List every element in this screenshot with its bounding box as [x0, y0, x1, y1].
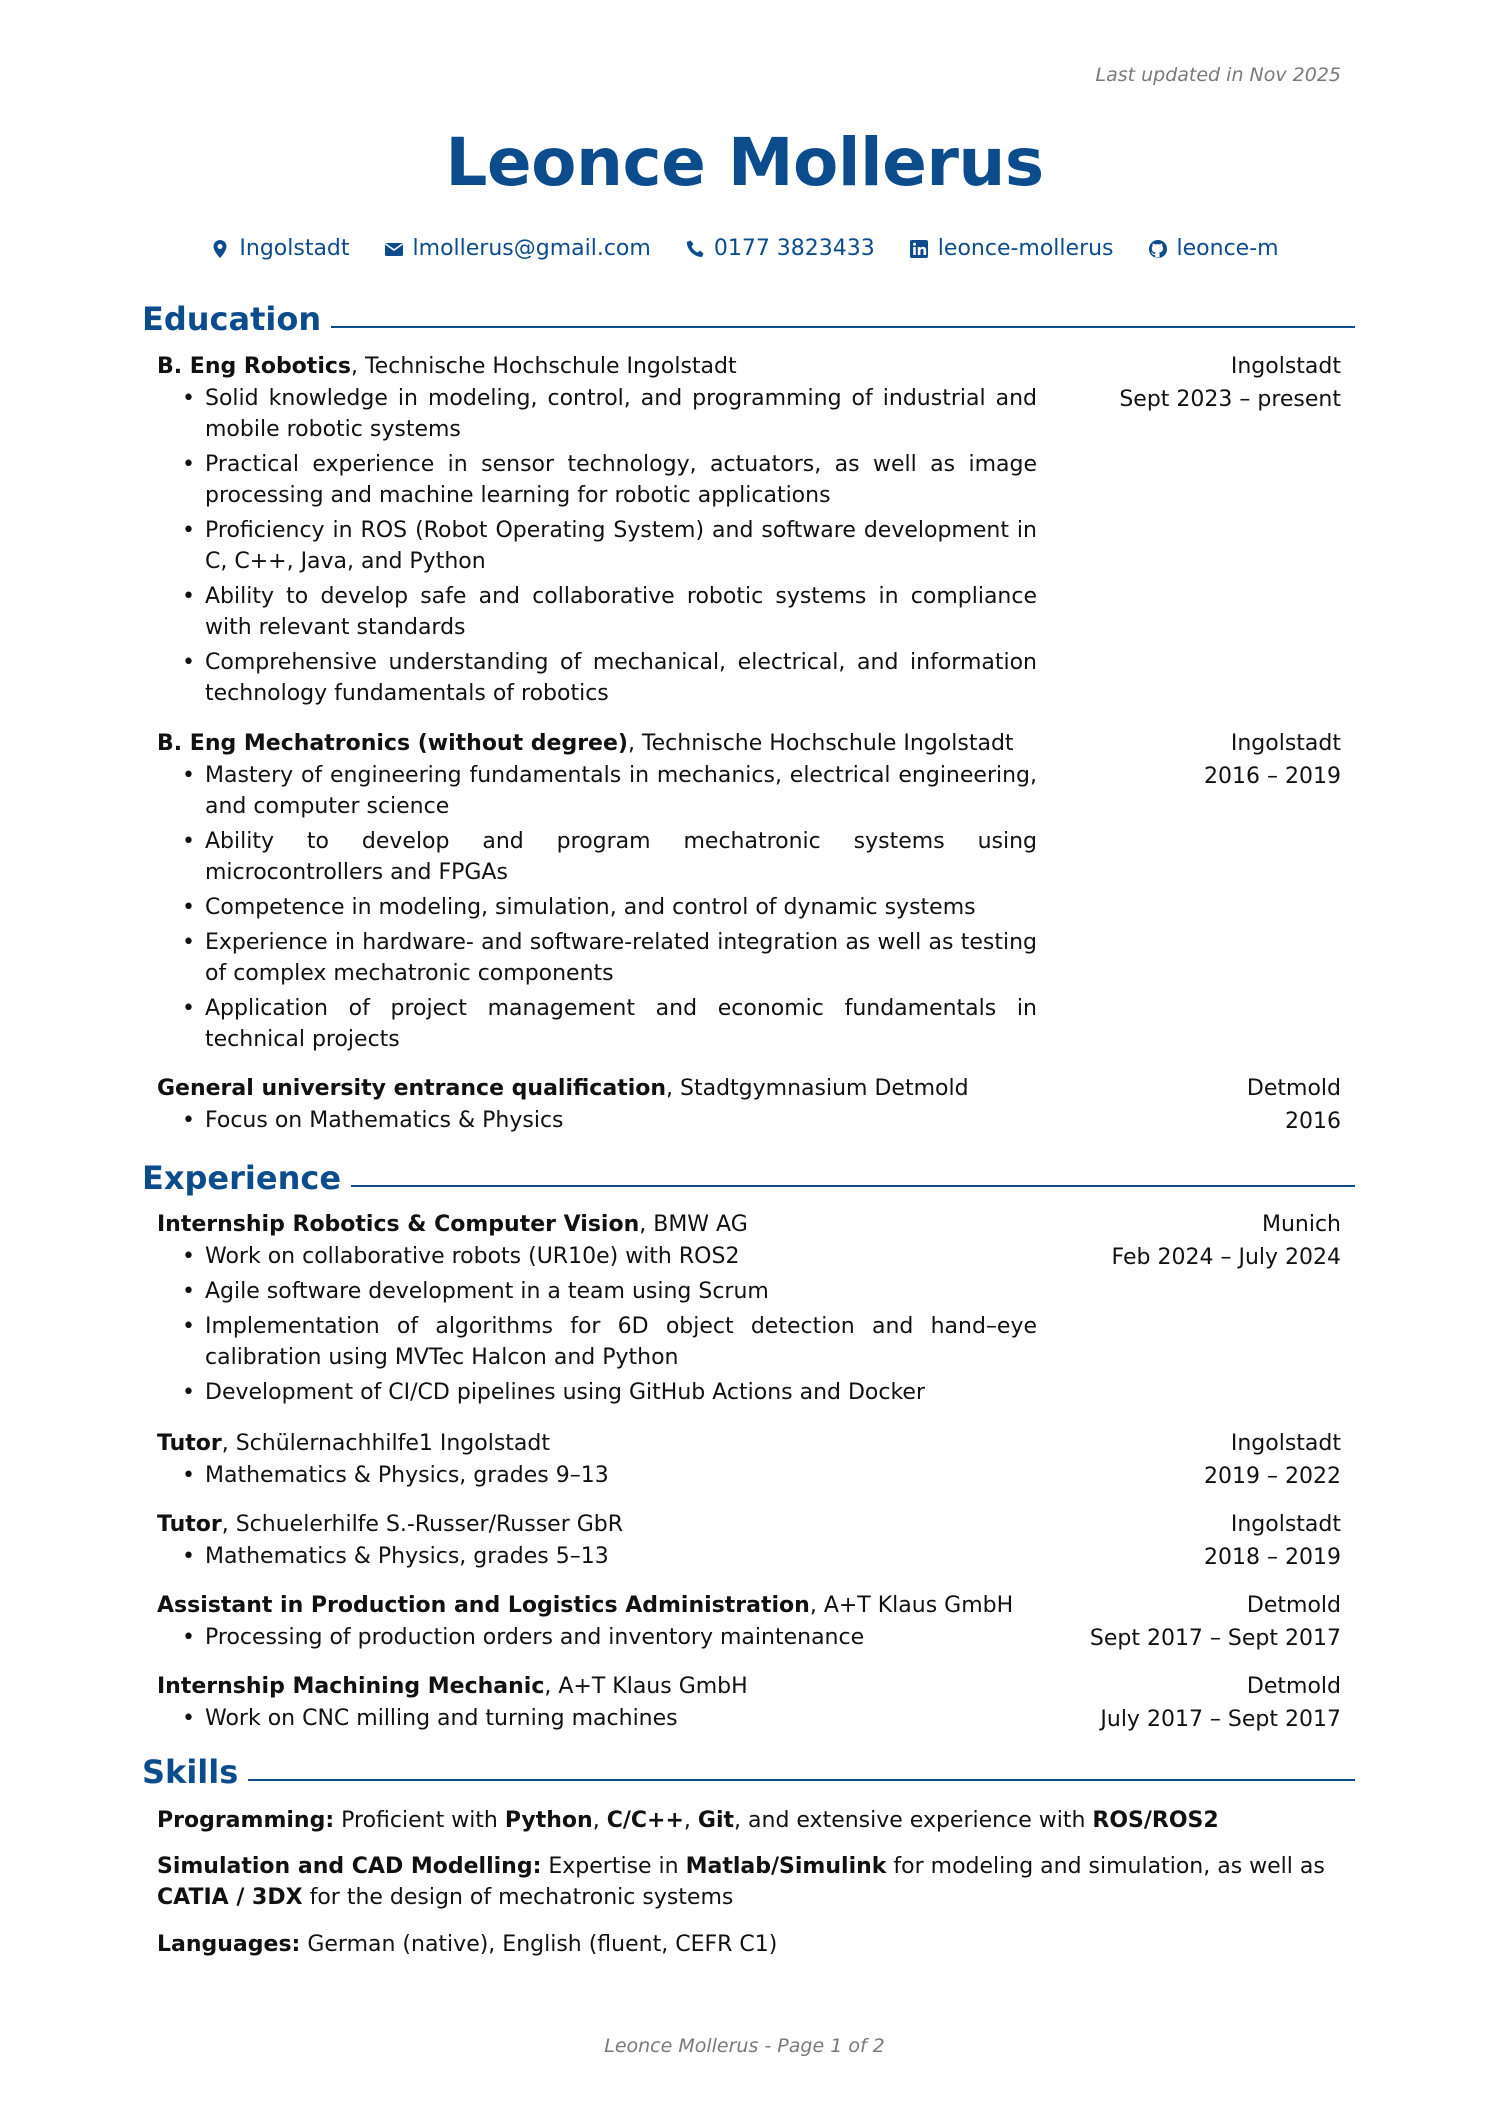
- contact-phone-text[interactable]: 0177 3823433: [713, 236, 875, 261]
- list-item: • Mastery of engineering fundamentals in mechanics, electrical engineering, and computer science: [157, 760, 1037, 822]
- section-divider: [248, 1779, 1355, 1781]
- list-item: • Practical experience in sensor technology, actuators, as well as image processing and machine learning for robotic applications: [157, 449, 1037, 511]
- section-skills: [142, 1753, 1355, 1791]
- entry-location: Ingolstadt: [1230, 354, 1341, 379]
- entry-date: Sept 2017 – Sept 2017: [1089, 1626, 1341, 1651]
- skill-text: Expertise in: [541, 1854, 686, 1879]
- entry-title: General university entrance qualification: [157, 1076, 667, 1101]
- skill-label: Languages:: [157, 1932, 301, 1957]
- experience-entry: [157, 1589, 1341, 1657]
- list-item: • Ability to develop and program mechatronic systems using microcontrollers and FPGAs: [157, 826, 1037, 888]
- contact-github-text[interactable]: leonce-m: [1176, 236, 1279, 261]
- entry-org: , Schuelerhilfe S.-Russer/Russer GbR: [221, 1512, 624, 1537]
- entry-title: Tutor: [157, 1512, 222, 1537]
- contact-location-text: Ingolstadt: [239, 236, 350, 261]
- contact-email[interactable]: [384, 236, 651, 261]
- entry-location: Munich: [1261, 1212, 1341, 1237]
- last-updated: Last updated in Nov 2025: [1095, 64, 1341, 86]
- list-item: • Mathematics & Physics, grades 9–13: [157, 1460, 1037, 1491]
- entry-title: Internship Robotics & Computer Vision: [157, 1212, 640, 1237]
- entry-location: Ingolstadt: [1230, 1512, 1341, 1537]
- skill-cad: [157, 1851, 1341, 1913]
- experience-entry: [157, 1427, 1341, 1495]
- skill-text: for modeling and simulation, as well as: [886, 1854, 1325, 1879]
- entry-title: B. Eng Mechatronics (without degree): [157, 731, 628, 756]
- skill-text: ,: [592, 1808, 607, 1833]
- list-item: • Mathematics & Physics, grades 5–13: [157, 1541, 1037, 1572]
- section-title: Experience: [142, 1159, 342, 1197]
- experience-entry: [157, 1670, 1341, 1738]
- section-divider: [331, 326, 1355, 328]
- entry-location: Detmold: [1246, 1593, 1341, 1618]
- location-pin-icon: [210, 239, 230, 259]
- list-item: • Competence in modeling, simulation, and control of dynamic systems: [157, 892, 1037, 923]
- experience-entry: [157, 1508, 1341, 1576]
- entry-location: Ingolstadt: [1230, 731, 1341, 756]
- skill-label: Simulation and CAD Modelling:: [157, 1854, 542, 1879]
- list-item: • Agile software development in a team using Scrum: [157, 1276, 1037, 1307]
- skill-highlight: ROS/ROS2: [1092, 1808, 1219, 1833]
- contact-linkedin[interactable]: [909, 236, 1114, 261]
- page-title: Leonce Mollerus: [445, 124, 1044, 201]
- skill-text: for the design of mechatronic systems: [302, 1885, 734, 1910]
- education-entry: [157, 1072, 1341, 1140]
- list-item: • Development of CI/CD pipelines using GitHub Actions and Docker: [157, 1377, 1037, 1408]
- list-item: • Work on collaborative robots (UR10e) with ROS2: [157, 1241, 1037, 1272]
- entry-org: , Technische Hochschule Ingolstadt: [351, 354, 737, 379]
- contact-email-text[interactable]: lmollerus@gmail.com: [412, 236, 651, 261]
- education-entry: [157, 350, 1341, 713]
- envelope-icon: [384, 239, 404, 259]
- skill-text: ,: [683, 1808, 698, 1833]
- entry-org: , A+T Klaus GmbH: [809, 1593, 1014, 1618]
- entry-date: Feb 2024 – July 2024: [1111, 1245, 1341, 1270]
- experience-entry: [157, 1208, 1341, 1412]
- skill-highlight: Matlab/Simulink: [685, 1854, 887, 1879]
- skill-text: German (native), English (fluent, CEFR C1): [300, 1932, 778, 1957]
- page-footer: Leonce Mollerus - Page 1 of 2: [604, 2035, 885, 2057]
- entry-date: 2016 – 2019: [1204, 764, 1341, 789]
- contact-location: [210, 236, 349, 261]
- entry-org: , A+T Klaus GmbH: [544, 1674, 748, 1699]
- entry-org: , Stadtgymnasium Detmold: [666, 1076, 969, 1101]
- entry-date: July 2017 – Sept 2017: [1100, 1707, 1341, 1732]
- skill-text: Proficient with: [334, 1808, 505, 1833]
- entry-date: 2018 – 2019: [1204, 1545, 1341, 1570]
- entry-location: Detmold: [1246, 1674, 1341, 1699]
- list-item: • Proficiency in ROS (Robot Operating System) and software development in C, C++, Java, and Python: [157, 515, 1037, 577]
- skill-languages: [157, 1929, 1341, 1960]
- entry-title: Internship Machining Mechanic: [157, 1674, 545, 1699]
- list-item: • Focus on Mathematics & Physics: [157, 1105, 1037, 1136]
- section-experience: [142, 1159, 1355, 1197]
- skill-highlight: C/C++: [606, 1808, 684, 1833]
- section-divider: [351, 1185, 1355, 1187]
- entry-title: B. Eng Robotics: [157, 354, 351, 379]
- contact-github[interactable]: [1148, 236, 1279, 261]
- entry-location: Detmold: [1246, 1076, 1341, 1101]
- list-item: • Processing of production orders and inventory maintenance: [157, 1622, 1037, 1653]
- entry-title: Assistant in Production and Logistics Administration: [157, 1593, 810, 1618]
- skill-highlight: Python: [504, 1808, 593, 1833]
- education-entry: [157, 727, 1341, 1059]
- skill-programming: [157, 1805, 1341, 1836]
- entry-date: 2016: [1285, 1109, 1341, 1134]
- contact-linkedin-text[interactable]: leonce-mollerus: [937, 236, 1114, 261]
- entry-org: , Technische Hochschule Ingolstadt: [627, 731, 1014, 756]
- section-title: Education: [142, 300, 322, 338]
- entry-date: Sept 2023 – present: [1119, 387, 1341, 412]
- section-title: Skills: [142, 1753, 239, 1791]
- entry-title: Tutor: [157, 1431, 222, 1456]
- section-education: [142, 300, 1355, 338]
- list-item: • Ability to develop safe and collaborative robotic systems in compliance with relevant standards: [157, 581, 1037, 643]
- phone-icon: [685, 239, 705, 259]
- skill-highlight: Git: [697, 1808, 735, 1833]
- list-item: • Solid knowledge in modeling, control, and programming of industrial and mobile robotic systems: [157, 383, 1037, 445]
- skill-text: , and extensive experience with: [734, 1808, 1093, 1833]
- skill-highlight: CATIA / 3DX: [157, 1885, 303, 1910]
- skill-label: Programming:: [157, 1808, 335, 1833]
- entry-org: , Schülernachhilfe1 Ingolstadt: [221, 1431, 551, 1456]
- github-icon: [1148, 239, 1168, 259]
- entry-date: 2019 – 2022: [1204, 1464, 1341, 1489]
- entry-location: Ingolstadt: [1230, 1431, 1341, 1456]
- entry-org: , BMW AG: [639, 1212, 748, 1237]
- list-item: • Experience in hardware- and software-related integration as well as testing of complex mechatronic components: [157, 927, 1037, 989]
- list-item: • Application of project management and economic fundamentals in technical projects: [157, 993, 1037, 1055]
- contact-phone[interactable]: [685, 236, 875, 261]
- list-item: • Comprehensive understanding of mechanical, electrical, and information technology fundamentals of robotics: [157, 647, 1037, 709]
- contact-bar: [0, 236, 1489, 261]
- list-item: • Work on CNC milling and turning machines: [157, 1703, 1037, 1734]
- list-item: • Implementation of algorithms for 6D object detection and hand–eye calibration using MVTec Halcon and Python: [157, 1311, 1037, 1373]
- linkedin-icon: [909, 239, 929, 259]
